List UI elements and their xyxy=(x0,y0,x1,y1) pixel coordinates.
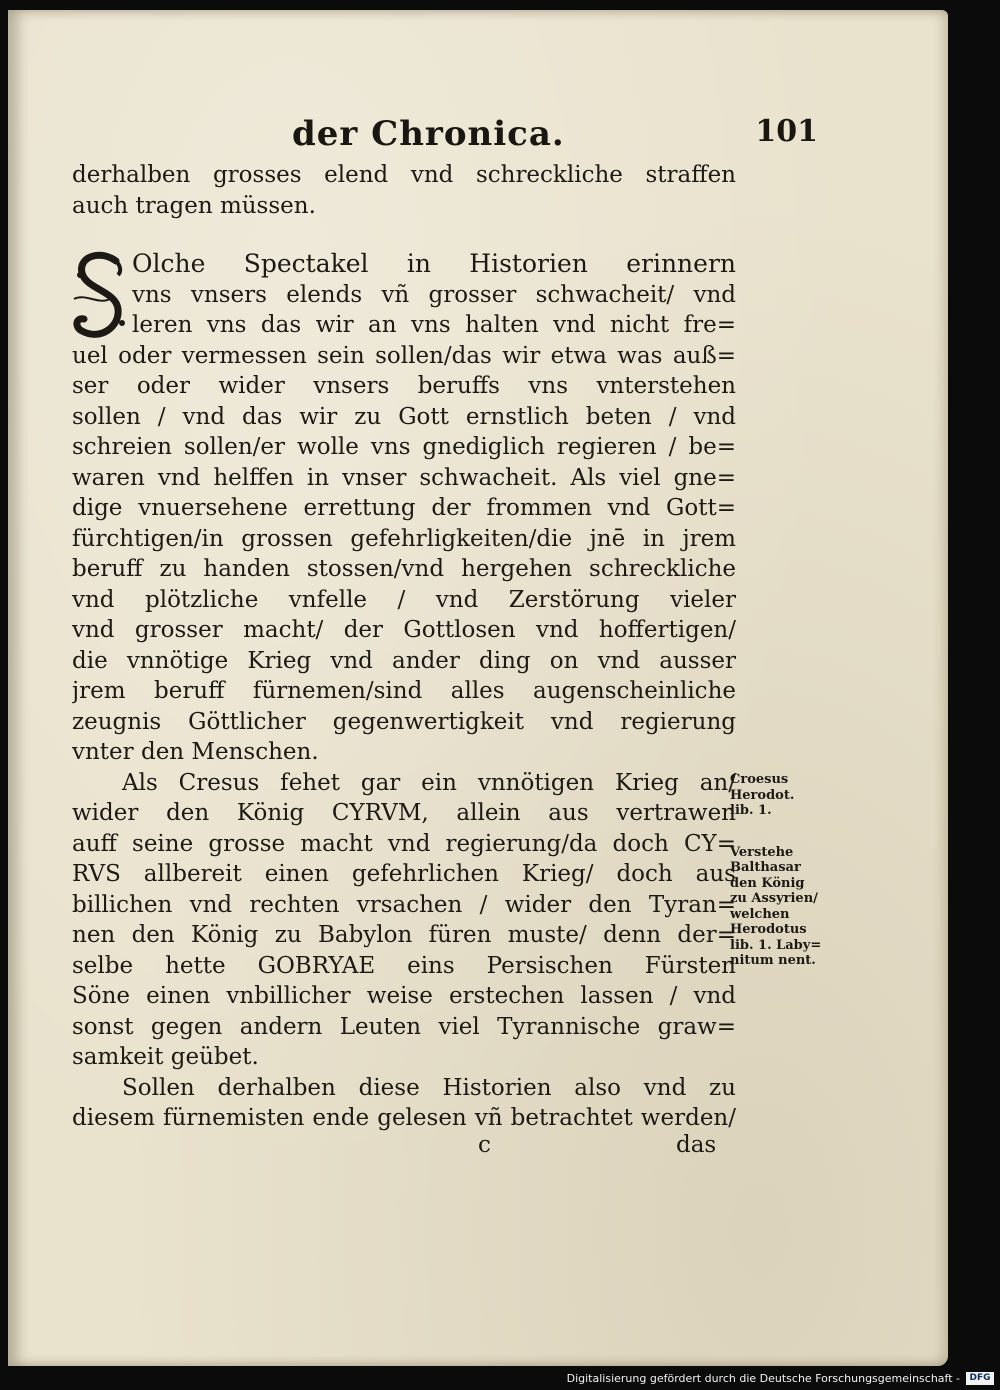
text-line: vnd plötzliche vnfelle / vnd Zerstörung vieler xyxy=(72,586,736,613)
book-page xyxy=(8,10,948,1366)
margin-note: lib. 1. xyxy=(730,803,772,818)
running-head: der Chronica. xyxy=(292,114,565,154)
text-line: Söne einen vnbillicher weise erstechen lassen / vnd xyxy=(72,983,736,1009)
margin-note: den König xyxy=(730,875,805,891)
text-line: schreien sollen/er wolle vns gnediglich regieren / be= xyxy=(72,434,736,460)
text-line: waren vnd helffen in vnser schwacheit. Als viel gne= xyxy=(72,464,736,491)
text-line: fürchtigen/in grossen gefehrligkeiten/die jnē in jrem xyxy=(72,525,736,552)
text-line: diesem fürnemisten ende gelesen vñ betrachtet werden/ xyxy=(72,1105,736,1131)
margin-notes xyxy=(730,772,850,969)
text-line: uel oder vermessen sein sollen/das wir etwa was auß= xyxy=(72,342,736,369)
text-line: auff seine grosse macht vnd regierung/da doch CY= xyxy=(72,830,736,857)
text-line: RVS allbereit einen gefehrlichen Krieg/ doch aus xyxy=(72,861,736,887)
text-line: Als Cresus fehet gar ein vnnötigen Krieg an/ xyxy=(122,769,736,796)
text-line: nen den König zu Babylon füren muste/ denn der= xyxy=(72,922,736,948)
margin-note: Herodotus xyxy=(730,922,807,937)
text-line: beruff zu handen stossen/vnd hergehen schreckliche xyxy=(72,556,736,582)
text-line: die vnnötige Krieg vnd ander ding on vnd ausser xyxy=(72,647,736,674)
text-line: Sollen derhalben diese Historien also vnd zu xyxy=(122,1074,736,1101)
text-line: billichen vnd rechten vrsachen / wider den Tyran= xyxy=(72,891,736,918)
catchword: das xyxy=(676,1132,717,1158)
margin-gap xyxy=(730,819,850,845)
text-line: vns vnsers elends vñ grosser schwacheit/ vnd xyxy=(132,281,736,308)
signature-mark: c xyxy=(478,1132,491,1158)
margin-note: Balthasar xyxy=(730,860,801,875)
paragraph-with-initial xyxy=(72,249,736,341)
footer-bar xyxy=(0,1368,1000,1390)
margin-note: Verstehe xyxy=(730,844,794,860)
text-line: sollen / vnd das wir zu Gott ernstlich beten / vnd xyxy=(72,403,736,430)
text-line: vnd grosser macht/ der Gottlosen vnd hoffertigen/ xyxy=(72,617,736,643)
margin-note: Herodot. xyxy=(730,787,795,803)
text-line: ser oder wider vnsers beruffs vns vnterstehen xyxy=(72,373,736,399)
margin-note: lib. 1. Laby= xyxy=(730,937,822,953)
ornamental-initial-s-icon xyxy=(70,249,130,349)
text-line: sonst gegen andern Leuten viel Tyrannische graw= xyxy=(72,1013,736,1040)
text-line: jrem beruff fürnemen/sind alles augenscheinliche xyxy=(72,678,736,704)
text-line: vnter den Menschen. xyxy=(72,739,319,765)
text-line: dige vnuersehene errettung der frommen vnd Gott= xyxy=(72,495,736,521)
text-line: wider den König CYRVM, allein aus vertrawen xyxy=(72,800,736,826)
folio-number: 101 xyxy=(755,114,818,149)
main-text xyxy=(72,160,736,1134)
margin-note: zu Assyrien/ xyxy=(730,891,818,906)
text-line: leren vns das wir an vns halten vnd nicht fre= xyxy=(132,312,736,338)
text-line: derhalben grosses elend vnd schreckliche straffen xyxy=(72,162,736,188)
margin-note: welchen xyxy=(730,906,790,922)
page-header xyxy=(78,114,818,158)
margin-note: nitum nent. xyxy=(730,953,816,968)
margin-note: Croesus xyxy=(730,772,789,787)
text-line: selbe hette GOBRYAE eins Persischen Fürsten xyxy=(72,952,736,979)
text-line: auch tragen müssen. xyxy=(72,192,316,219)
dfg-logo: DFG xyxy=(966,1372,994,1385)
paragraph-gap xyxy=(72,221,736,249)
text-line: zeugnis Göttlicher gegenwertigkeit vnd regierung xyxy=(72,708,736,735)
text-line: Olche Spectakel in Historien erinnern xyxy=(132,249,736,278)
text-line: samkeit geübet. xyxy=(72,1044,259,1070)
funding-notice: Digitalisierung gefördert durch die Deutsche Forschungsgemeinschaft - xyxy=(566,1372,960,1385)
